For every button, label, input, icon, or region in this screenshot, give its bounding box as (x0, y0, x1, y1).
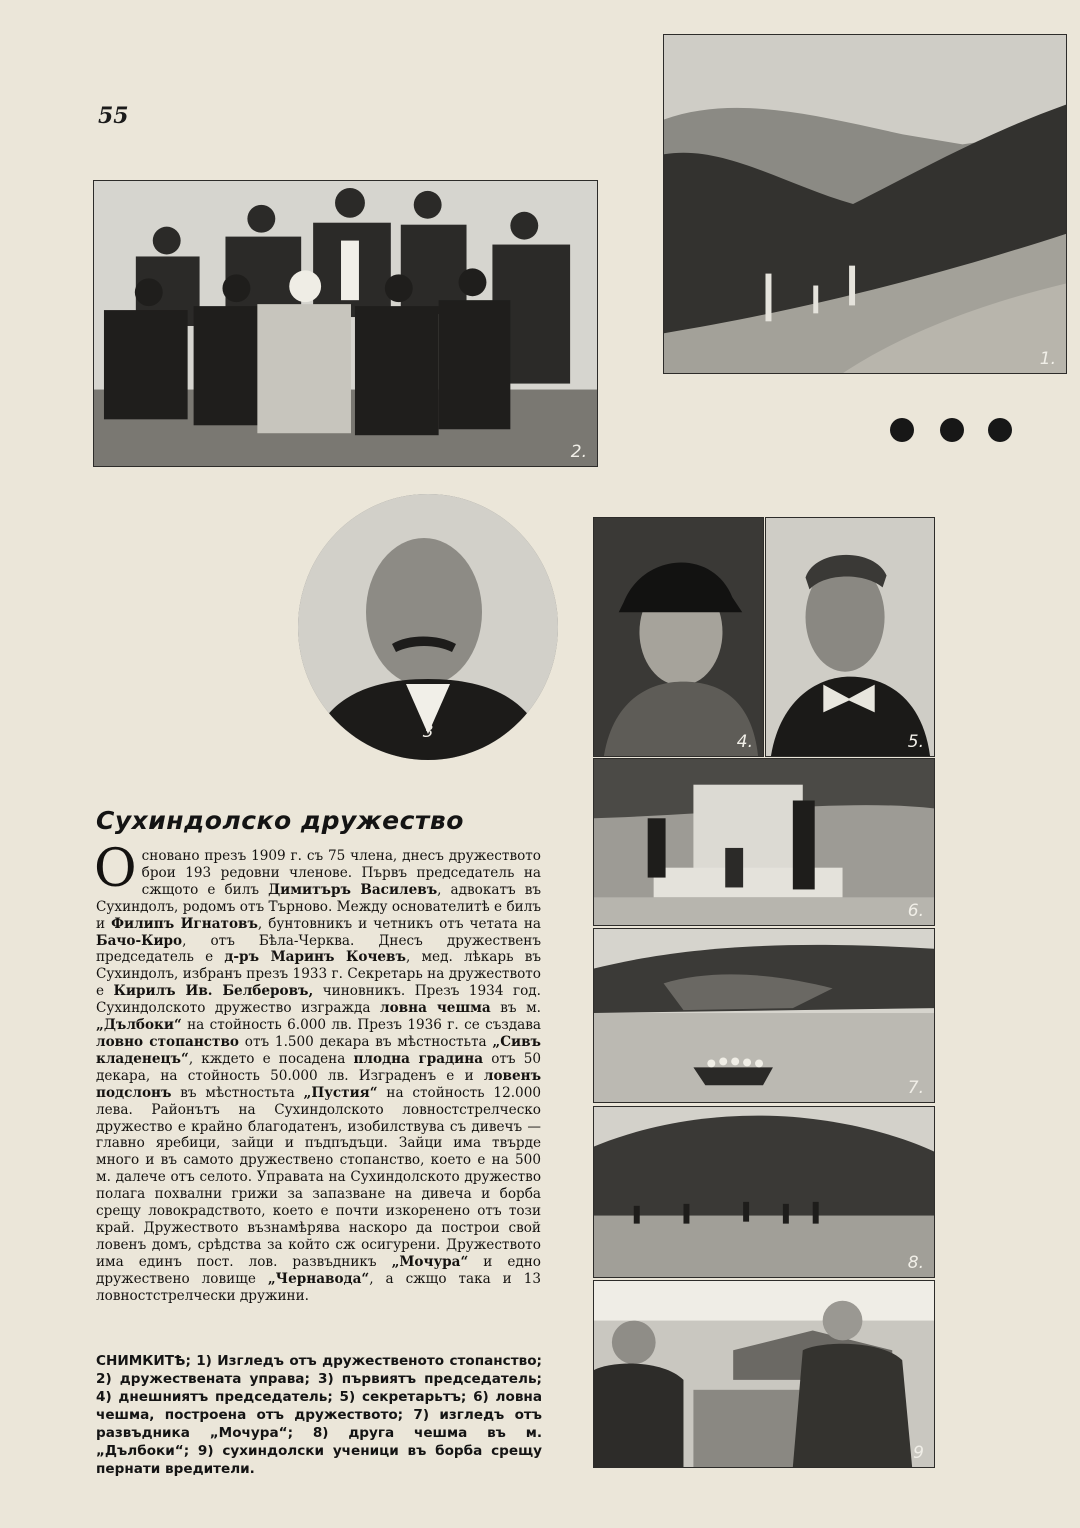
body-text: , бунтовникъ и четникъ отъ четата на (257, 915, 541, 932)
photo-number: 3 (422, 722, 434, 742)
emphasized-text: Бачо-Киро (96, 932, 183, 949)
body-text: отъ 50 декара, на стойность 50.000 лв. Изграденъ е и (96, 1050, 542, 1084)
body-text: , кждето е посадена (188, 1050, 354, 1067)
emphasized-text: „Чернавода“ (267, 1270, 370, 1287)
photo-number: 8. (907, 1253, 924, 1273)
photo-current-chairman-portrait (593, 517, 764, 757)
body-text: въ мѣстностьта (171, 1084, 304, 1101)
emphasized-text: ловна чешма (380, 1000, 491, 1017)
photo-captions: СНИМКИТѢ; 1) Изгледъ отъ дружественото стопанство; 2) дружествената управа; 3) първиятъ председатель; 4) днешниятъ председатель; 5) секретарьтъ; 6) ловна чешма, построена отъ дружеството; 7) изгледъ отъ развъдника „Мочура“; 8) друга чешма въ м. „Дълбоки“; 9) сухиндолски ученици въ борба срещу пернати вредители. (96, 1353, 542, 1477)
decorative-bullets (890, 418, 1015, 444)
emphasized-text: „Мочура“ (391, 1253, 469, 1270)
page-number: 55 (98, 103, 129, 129)
photo-group-portrait (93, 180, 598, 467)
emphasized-text: „Сивъ кладенецъ“ (96, 1033, 541, 1067)
drop-cap: О (94, 839, 137, 899)
body-text: на стойность 6.000 лв. Презъ 1936 г. се създава (181, 1017, 541, 1034)
emphasized-text: Димитъръ Василевъ (268, 881, 438, 898)
article-body (94, 839, 542, 1304)
photo-number: 1. (1039, 349, 1056, 369)
photo-number: 9 (913, 1443, 924, 1463)
article-text (94, 839, 542, 1304)
photo-fountain-in-valley (593, 1106, 935, 1278)
body-text: , отъ Бѣла-Черква. Днесъ дружественъ председатель е (96, 932, 541, 966)
body-text: , мед. лѣкарь въ Сухиндолъ, избранъ презъ 1933 г. Секретарь на дружеството е (96, 949, 541, 1000)
body-text: сновано презъ 1909 г. съ 75 члена, днесъ дружеството брои 193 редовни членове. Първъ председатель на сжщото е билъ (141, 848, 541, 898)
body-text: на стойность 12.000 лева. Районътъ на Сухиндолското ловностстрелческо дружество е крайно благодатенъ, изобилствува съ дивечъ — главно яребици, зайци и пъдпъдъци. Зайци има твърде много и въ самото дружествено стопанство, което е на 500 м. далече отъ селото. Управата на Сухиндолското дружество полага похвални грижи за запазване на дивеча и борба срещу ловокрадството, което е почти изкоренено отъ този край. Дружеството възнамѣрява наскоро да построи свой ловенъ домъ, срѣдства за който сж осигурени. Дружеството има единъ пост. лов. развъдникъ (96, 1084, 541, 1270)
emphasized-text: ловно стопанство (96, 1033, 239, 1050)
photo-first-chairman-portrait (298, 494, 558, 760)
body-text: , а сжщо така и 13 ловностстрелчески дружини. (96, 1270, 541, 1304)
photo-schoolboys (593, 1280, 935, 1468)
photo-forest-hillside (663, 34, 1067, 374)
body-text: чиновникъ. Презъ 1934 год. Сухиндолското дружество изгражда (96, 983, 541, 1017)
emphasized-text: „Пустия“ (303, 1084, 378, 1101)
body-text: отъ 1.500 декара въ мѣстностьта (239, 1033, 493, 1050)
emphasized-text: „Дълбоки“ (96, 1017, 182, 1034)
photo-number: 4. (736, 732, 753, 752)
emphasized-text: плодна градина (353, 1050, 484, 1067)
emphasized-text: ловенъ подслонъ (96, 1067, 541, 1101)
photo-number: 6. (907, 901, 924, 921)
photo-number: 7. (907, 1078, 924, 1098)
article-title: Сухиндолско дружество (96, 806, 464, 835)
body-text: и едно дружествено ловище (96, 1253, 541, 1287)
body-text: въ м. (490, 1000, 542, 1017)
photo-boat-on-lake (593, 928, 935, 1103)
photo-number: 2. (570, 442, 587, 462)
emphasized-text: Филипъ Игнатовъ (111, 915, 258, 932)
photo-hunting-fountain (593, 758, 935, 926)
photo-number: 5. (907, 732, 924, 752)
emphasized-text: д-ръ Маринъ Кочевъ (224, 949, 406, 966)
photo-secretary-portrait (765, 517, 935, 757)
body-text: , адвокатъ въ Сухиндолъ, родомъ отъ Търново. Между основателитѣ е билъ и (96, 881, 541, 932)
emphasized-text: Кирилъ Ив. Белберовъ, (113, 983, 314, 1000)
